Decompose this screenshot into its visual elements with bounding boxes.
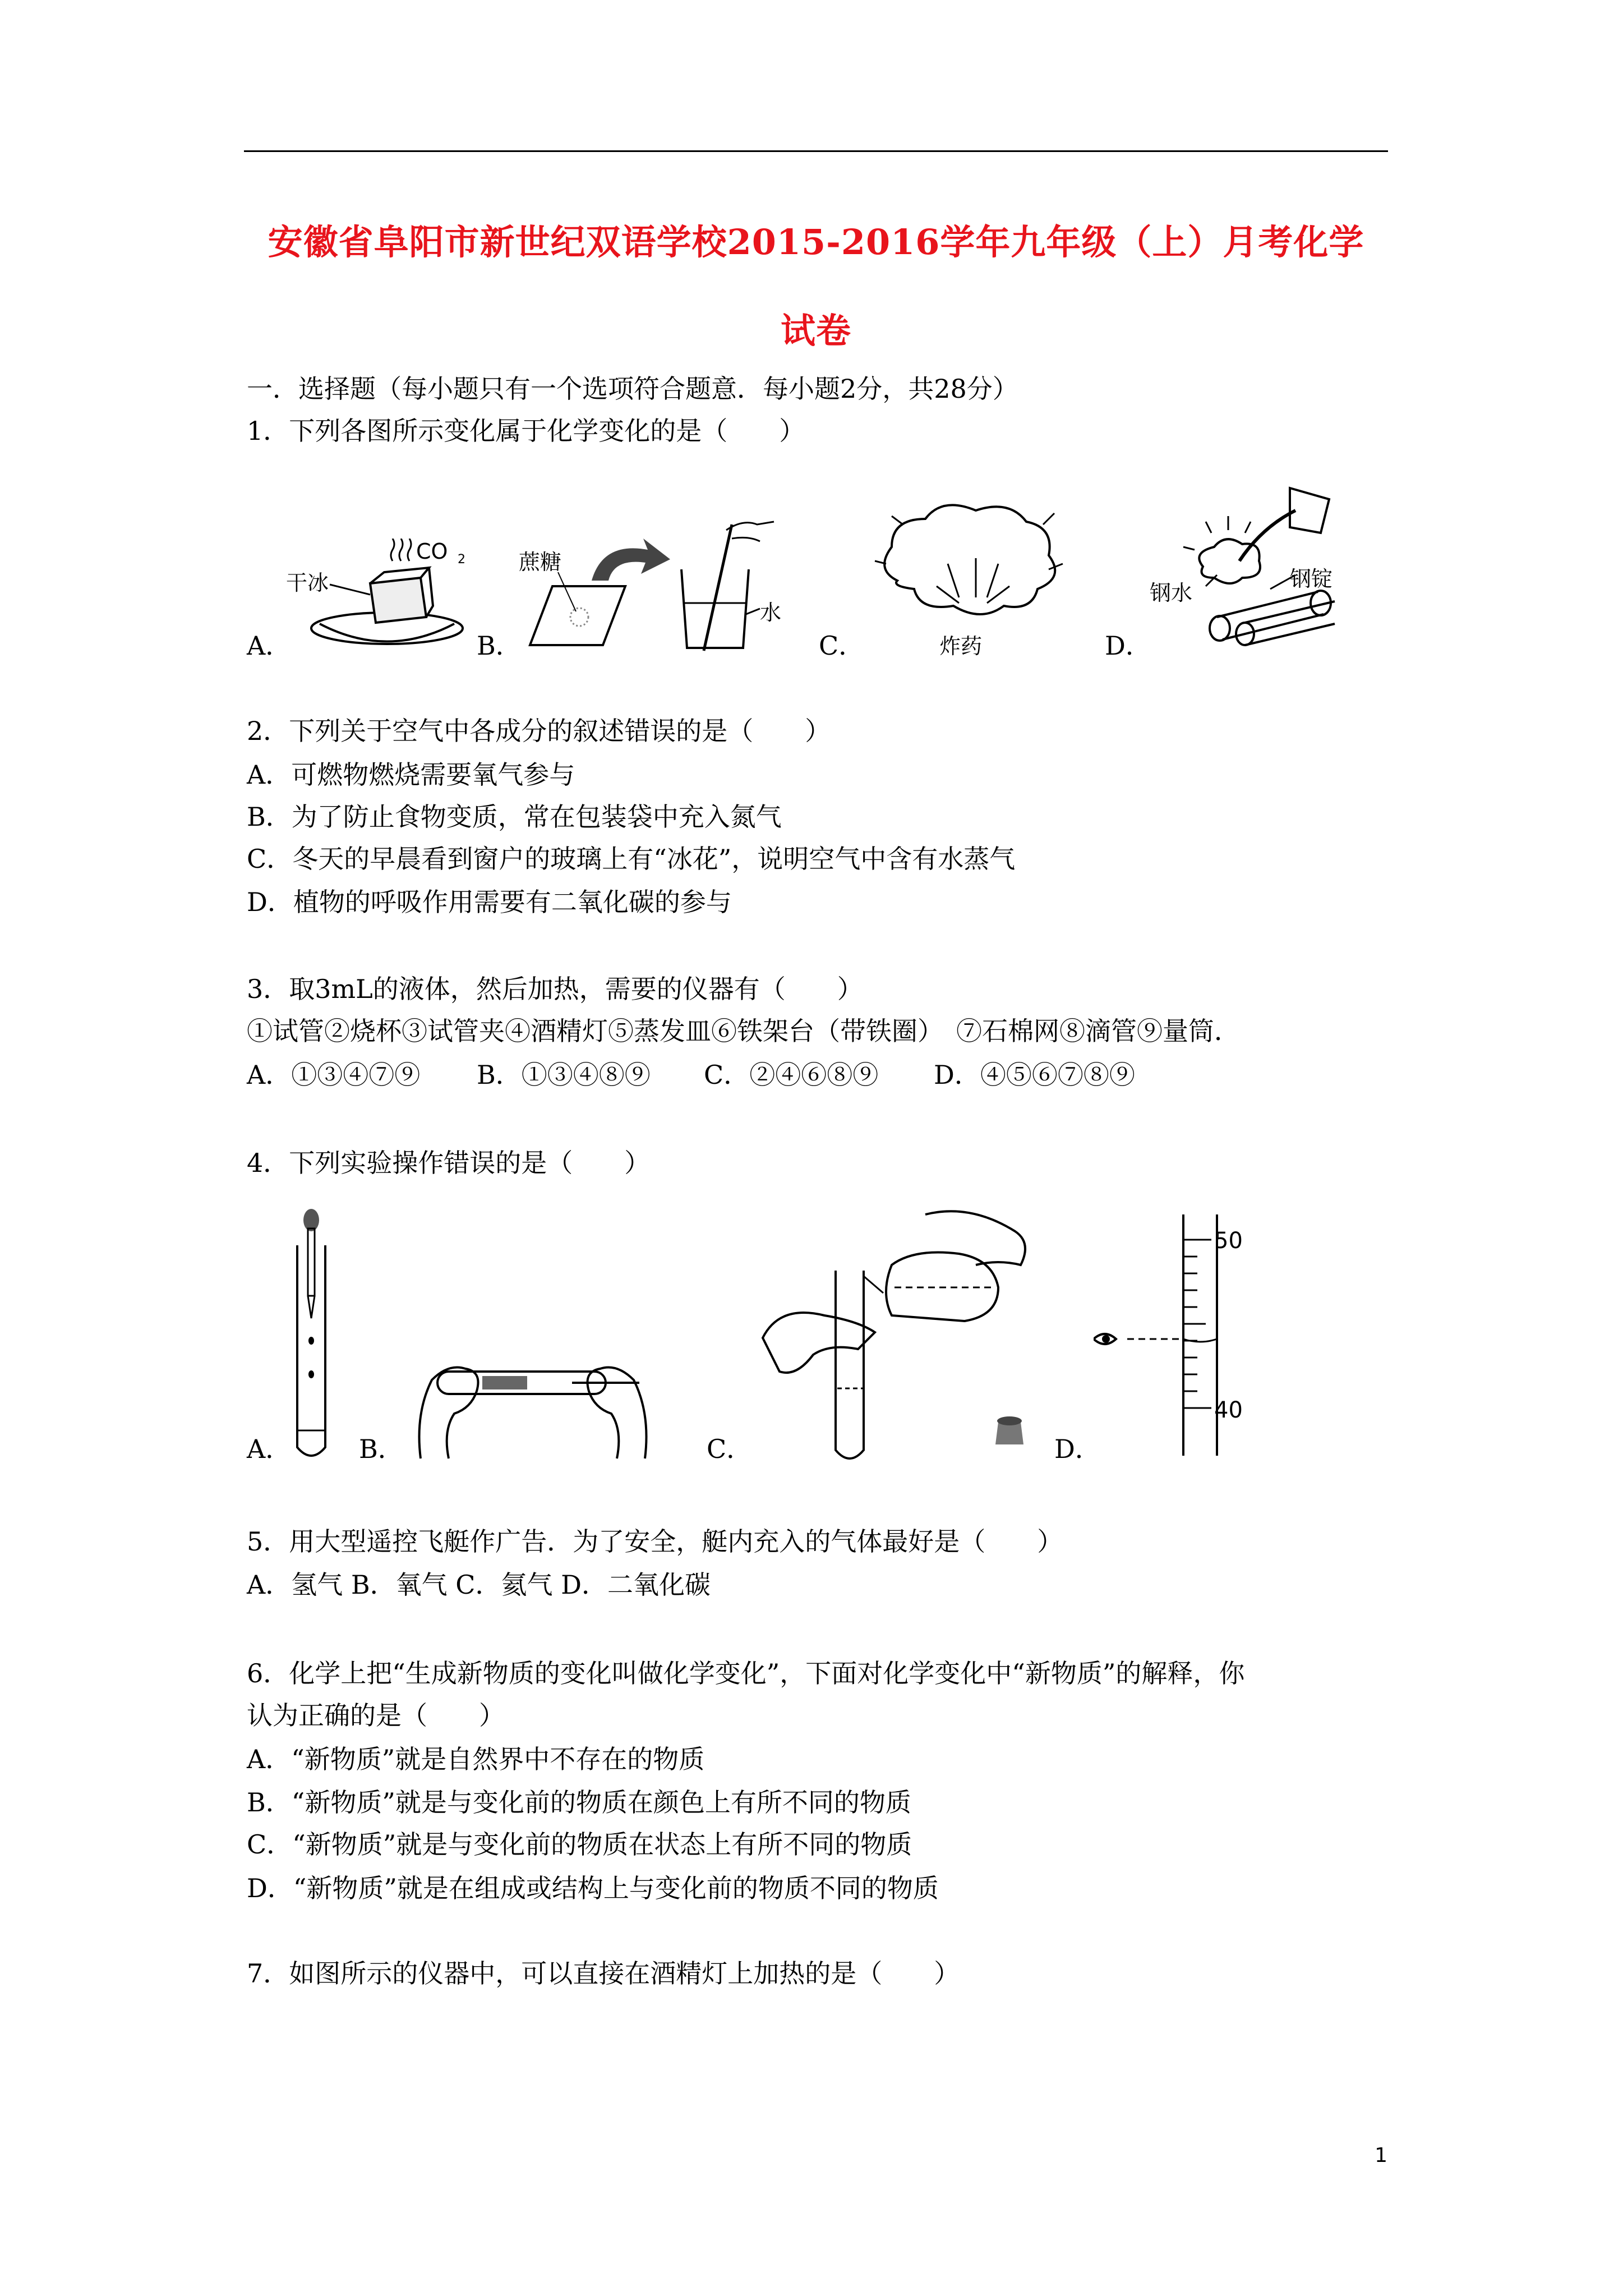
q3-option-a: A．①③④⑦⑨ xyxy=(247,1060,421,1090)
q3-items: ①试管②烧杯③试管夹④酒精灯⑤蒸发皿⑥铁架台（带铁圈） ⑦石棉网⑧滴管⑨量筒． xyxy=(247,1016,1240,1046)
steel-casting-figure xyxy=(1150,477,1363,662)
dry-ice-figure xyxy=(286,539,471,656)
q5-stem: 5．用大型遥控飞艇作广告．为了安全，艇内充入的气体最好是（ ） xyxy=(247,1526,1063,1557)
q2-option-c: C．冬天的早晨看到窗户的玻璃上有“冰花”，说明空气中含有水蒸气 xyxy=(247,844,1016,874)
q4-label-b: B． xyxy=(359,1434,404,1464)
sugar-label: 蔗糖 xyxy=(519,550,562,574)
q3-option-c: C．②④⑥⑧⑨ xyxy=(704,1060,879,1090)
q6-option-c: C．“新物质”就是与变化前的物质在状态上有所不同的物质 xyxy=(247,1829,912,1860)
graduated-cylinder-figure xyxy=(1094,1214,1284,1467)
q2-option-d: D．植物的呼吸作用需要有二氧化碳的参与 xyxy=(247,887,732,917)
q6-option-b: B．“新物质”就是与变化前的物质在颜色上有所不同的物质 xyxy=(247,1787,911,1818)
header-rule xyxy=(244,150,1388,152)
q6-option-a: A．“新物质”就是自然界中不存在的物质 xyxy=(247,1744,705,1774)
q4-label-c: C． xyxy=(707,1434,753,1464)
q2-stem: 2．下列关于空气中各成分的叙述错误的是（ ） xyxy=(247,716,831,746)
q4-label-a: A． xyxy=(247,1434,292,1464)
q1-label-a: A． xyxy=(247,631,292,661)
explosive-label: 炸药 xyxy=(939,634,983,659)
q1-label-b: B． xyxy=(477,631,522,661)
cylinder-tick-50: 50 xyxy=(1214,1228,1243,1254)
q6-option-d: D．“新物质”就是在组成或结构上与变化前的物质不同的物质 xyxy=(247,1873,939,1903)
q4-label-d: D． xyxy=(1054,1434,1101,1464)
q6-stem-line1: 6．化学上把“生成新物质的变化叫做化学变化”，下面对化学变化中“新物质”的解释，你 xyxy=(247,1658,1245,1688)
page-title: 安徽省阜阳市新世纪双语学校2015-2016学年九年级（上）月考化学 xyxy=(268,222,1364,263)
svg-text:2: 2 xyxy=(458,553,465,567)
section-heading: 一．选择题（每小题只有一个选项符合题意．每小题2分，共28分） xyxy=(247,374,1018,404)
water-label: 水 xyxy=(760,600,782,625)
q2-option-a: A．可燃物燃烧需要氧气参与 xyxy=(247,760,575,790)
steel-water-label: 钢水 xyxy=(1150,581,1193,605)
q1-label-c: C． xyxy=(819,631,865,661)
sugar-dissolving-figure xyxy=(519,508,799,659)
dropper-figure xyxy=(283,1206,339,1464)
page-title-continued: 试卷 xyxy=(780,310,851,351)
q3-option-b: B．①③④⑧⑨ xyxy=(477,1060,651,1090)
q1-label-d: D． xyxy=(1105,631,1151,661)
cylinder-tick-40: 40 xyxy=(1214,1397,1243,1423)
page-number: 1 xyxy=(1375,2144,1387,2167)
co2-label: CO xyxy=(416,539,448,564)
q1-stem: 1．下列各图所示变化属于化学变化的是（ ） xyxy=(247,416,805,446)
q3-option-d: D．④⑤⑥⑦⑧⑨ xyxy=(934,1060,1135,1090)
steel-ingot-label: 钢锭 xyxy=(1290,567,1333,591)
q6-stem-line2: 认为正确的是（ ） xyxy=(247,1700,505,1731)
q7-stem: 7．如图所示的仪器中，可以直接在酒精灯上加热的是（ ） xyxy=(247,1958,960,1989)
q3-stem: 3．取3mL的液体，然后加热，需要的仪器有（ ） xyxy=(247,974,863,1004)
q2-option-b: B．为了防止食物变质，常在包装袋中充入氮气 xyxy=(247,802,782,832)
pouring-liquid-figure xyxy=(757,1203,1049,1467)
q5-options: A．氢气 B．氧气 C．氦气 D．二氧化碳 xyxy=(247,1570,711,1600)
explosive-figure xyxy=(864,502,1077,665)
q4-stem: 4．下列实验操作错误的是（ ） xyxy=(247,1148,651,1178)
hands-test-tube-figure xyxy=(404,1318,662,1464)
dry-ice-label: 干冰 xyxy=(286,570,329,595)
